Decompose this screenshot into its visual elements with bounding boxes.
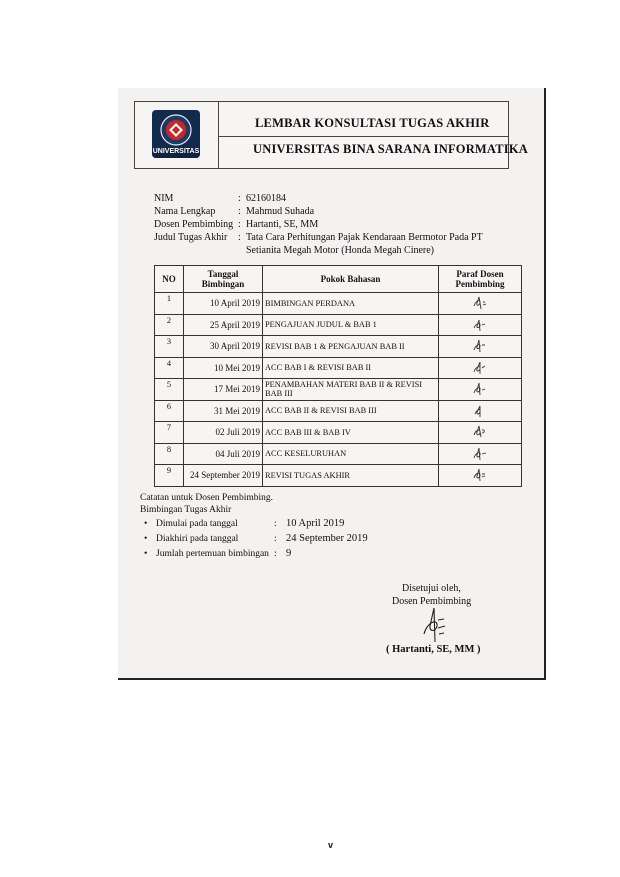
form-title: LEMBAR KONSULTASI TUGAS AKHIR — [255, 116, 490, 130]
initial-signature — [439, 443, 522, 465]
table-row — [155, 443, 522, 465]
meeting-count-value: 9 — [286, 548, 292, 559]
page-number: v — [328, 840, 334, 850]
advisor-signature — [418, 604, 450, 649]
advisor-label: Dosen Pembimbing — [154, 219, 234, 230]
initial-signature — [439, 336, 522, 358]
row-no: 4 — [155, 357, 184, 379]
scanned-document — [118, 88, 546, 680]
advisor-value: Hartanti, SE, MM — [246, 219, 319, 230]
row-no: 8 — [155, 443, 184, 465]
university-logo — [152, 110, 200, 158]
advisor-row: Dosen Pembimbing : Hartanti, SE, MM — [154, 218, 496, 231]
approver-name: ( Hartanti, SE, MM ) — [386, 644, 481, 655]
table-header-row — [155, 266, 522, 293]
end-date-value: 24 September 2019 — [286, 533, 368, 544]
row-no: 9 — [155, 465, 184, 487]
notes-subheading: Bimbingan Tugas Akhir — [140, 505, 232, 515]
row-topic: ACC KESELURUHAN — [263, 443, 439, 465]
consultation-table — [154, 265, 522, 487]
thesis-label: Judul Tugas Akhir — [154, 232, 228, 243]
row-no: 5 — [155, 379, 184, 401]
row-topic: ACC BAB II & REVISI BAB III — [263, 400, 439, 422]
header-topic: Pokok Bahasan — [263, 266, 439, 293]
thesis-row: Judul Tugas Akhir : Tata Cara Perhitungan Pajak Kendaraan Bermotor Pada PT Setianita Megah Motor (Honda Megah Cinere) — [154, 231, 496, 257]
table-row — [155, 336, 522, 358]
name-value: Mahmud Suhada — [246, 206, 315, 217]
end-date-label: Diakhiri pada tanggal — [156, 534, 239, 544]
row-date: 04 Juli 2019 — [184, 443, 263, 465]
header-sign: Paraf Dosen Pembimbing — [439, 266, 522, 293]
header-date: Tanggal Bimbingan — [184, 266, 263, 293]
row-date: 30 April 2019 — [184, 336, 263, 358]
approved-by-label: Disetujui oleh, — [402, 583, 461, 594]
nim-value: 62160184 — [246, 193, 286, 204]
table-row — [155, 357, 522, 379]
logo-cell — [135, 102, 219, 168]
row-no: 7 — [155, 422, 184, 444]
start-date-item: • Dimulai pada tanggal : 10 April 2019 — [144, 518, 345, 529]
row-topic: REVISI BAB 1 & PENGAJUAN BAB II — [263, 336, 439, 358]
row-topic: PENAMBAHAN MATERI BAB II & REVISI BAB III — [263, 379, 439, 401]
notes-section — [140, 492, 273, 516]
row-topic: PENGAJUAN JUDUL & BAB 1 — [263, 314, 439, 336]
row-date: 10 Mei 2019 — [184, 357, 263, 379]
initial-signature — [439, 379, 522, 401]
row-no: 3 — [155, 336, 184, 358]
row-topic: ACC BAB I & REVISI BAB II — [263, 357, 439, 379]
header-divider — [219, 136, 508, 137]
initial-signature — [439, 293, 522, 315]
row-topic: REVISI TUGAS AKHIR — [263, 465, 439, 487]
table-row — [155, 314, 522, 336]
header-no: NO — [155, 266, 184, 293]
row-topic: BIMBINGAN PERDANA — [263, 293, 439, 315]
row-no: 2 — [155, 314, 184, 336]
row-no: 6 — [155, 400, 184, 422]
row-date: 24 September 2019 — [184, 465, 263, 487]
row-no: 1 — [155, 293, 184, 315]
name-row: Nama Lengkap : Mahmud Suhada — [154, 205, 496, 218]
table-row — [155, 422, 522, 444]
thesis-title: Tata Cara Perhitungan Pajak Kendaraan Bermotor Pada PT Setianita Megah Motor (Honda Megah Cinere) — [246, 232, 483, 256]
row-date: 02 Juli 2019 — [184, 422, 263, 444]
initial-signature — [439, 314, 522, 336]
initial-signature — [439, 465, 522, 487]
initial-signature — [439, 400, 522, 422]
meeting-count-item: • Jumlah pertemuan bimbingan : 9 — [144, 548, 292, 559]
nim-label: NIM — [154, 193, 174, 204]
row-date: 10 April 2019 — [184, 293, 263, 315]
institution-name: UNIVERSITAS BINA SARANA INFORMATIKA — [253, 142, 528, 156]
start-date-label: Dimulai pada tanggal — [156, 519, 238, 529]
document-header — [134, 101, 528, 169]
table-row — [155, 293, 522, 315]
start-date-value: 10 April 2019 — [286, 518, 345, 529]
initial-signature — [439, 357, 522, 379]
row-date: 17 Mei 2019 — [184, 379, 263, 401]
meeting-count-label: Jumlah pertemuan bimbingan — [156, 549, 269, 559]
row-date: 25 April 2019 — [184, 314, 263, 336]
table-row — [155, 379, 522, 401]
logo-text: UNIVERSITAS — [152, 148, 200, 155]
nim-row: NIM : 62160184 — [154, 192, 496, 205]
approver-role: Dosen Pembimbing — [392, 596, 472, 607]
row-date: 31 Mei 2019 — [184, 400, 263, 422]
student-info — [154, 192, 496, 257]
initial-signature — [439, 422, 522, 444]
name-label: Nama Lengkap — [154, 206, 216, 217]
table-row — [155, 465, 522, 487]
row-topic: ACC BAB III & BAB IV — [263, 422, 439, 444]
end-date-item: • Diakhiri pada tanggal : 24 September 2019 — [144, 533, 368, 544]
notes-heading: Catatan untuk Dosen Pembimbing. — [140, 493, 273, 503]
table-row — [155, 400, 522, 422]
